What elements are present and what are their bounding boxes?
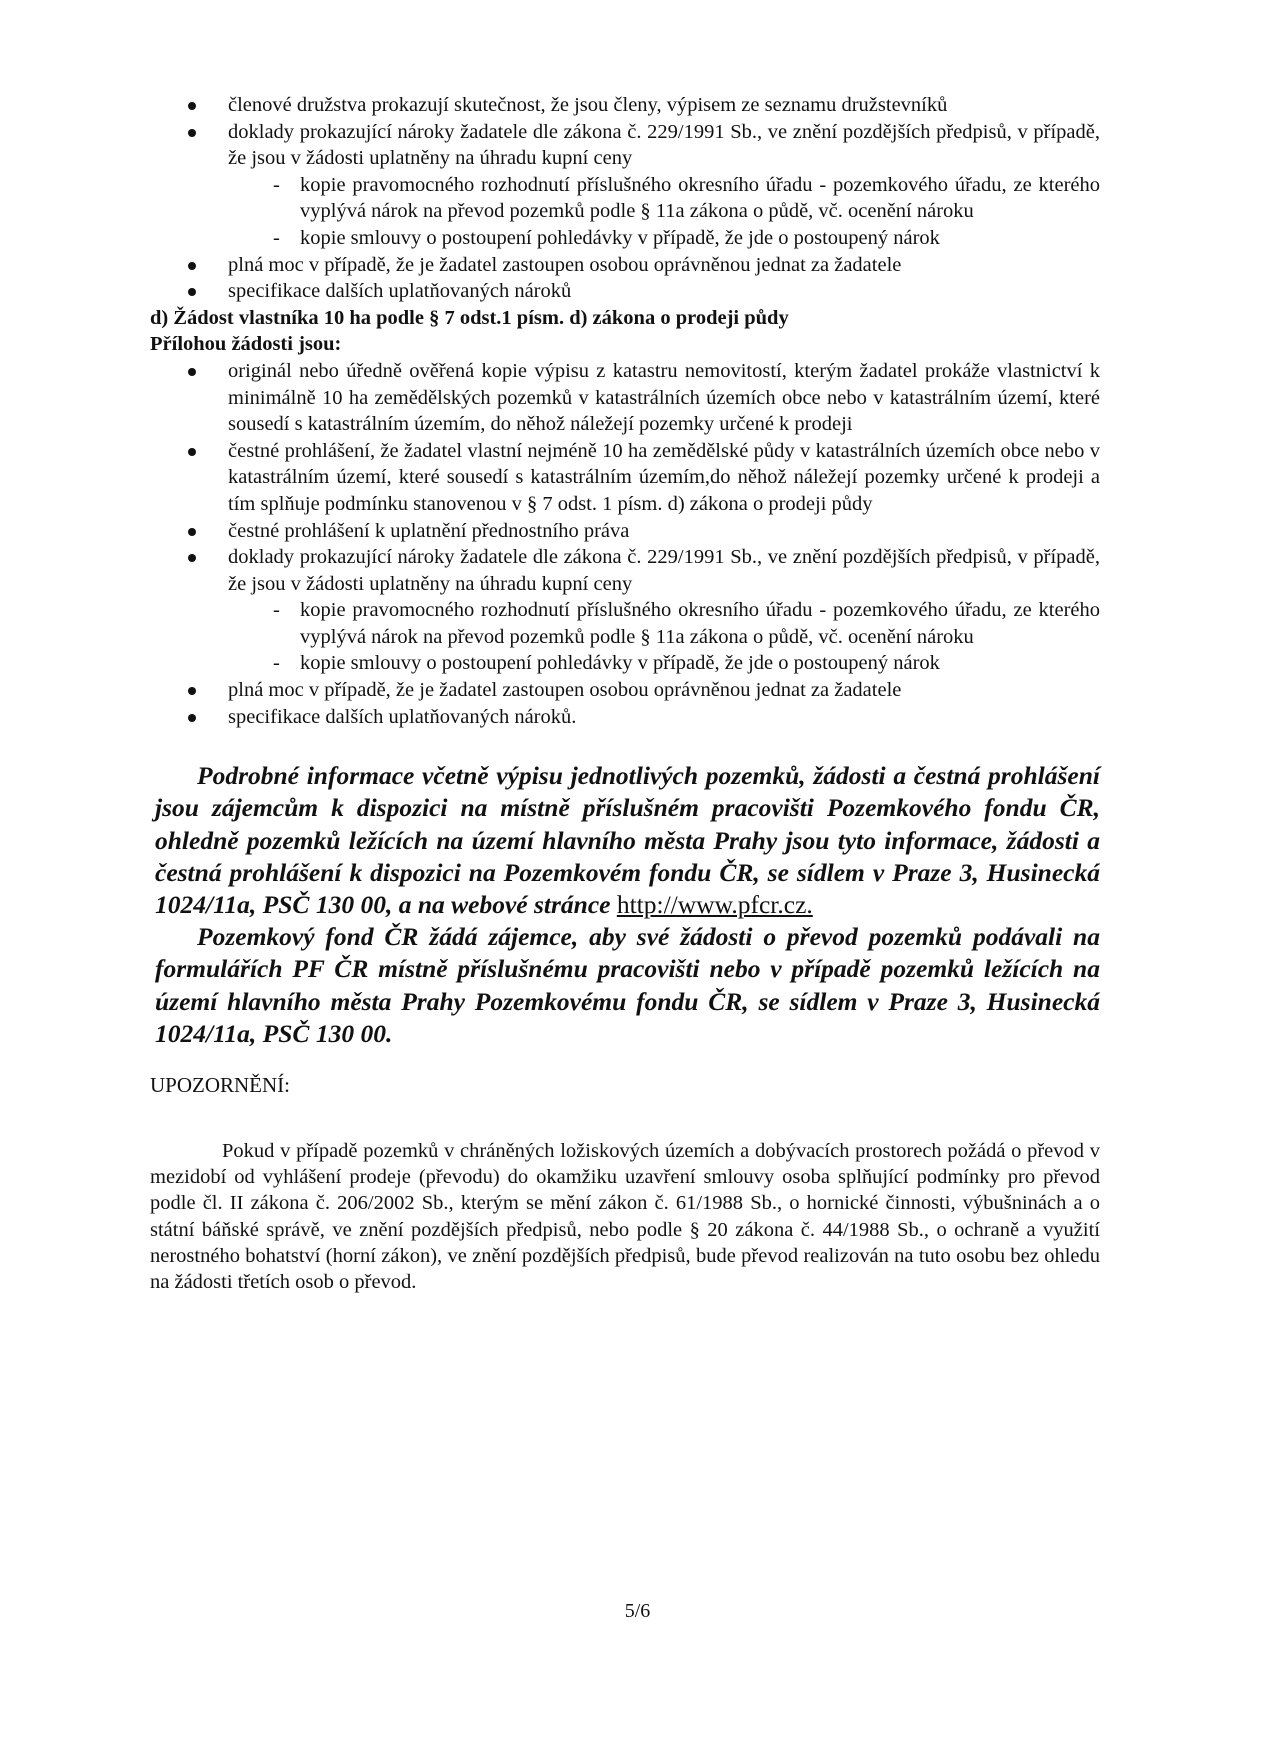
sub-list-item-text: kopie smlouvy o postoupení pohledávky v případě, že jde o postoupený nárok (300, 652, 940, 675)
list-item (150, 544, 1100, 677)
document-page (150, 92, 1100, 1316)
bullet-icon (188, 262, 196, 270)
list-item-text: doklady prokazující nároky žadatele dle zákona č. 229/1991 Sb., ve znění pozdějších předpisů, v případě, že jsou v žádosti uplatněny na úhradu kupní ceny (228, 120, 1100, 170)
info-paragraph-text: Podrobné informace včetně výpisu jednotlivých pozemků, žádosti a čestná prohlášení jsou zájemcům k dispozici na místně příslušném pracovišti Pozemkového fondu ČR, ohledně pozemků ležících na území hlavního města Prahy jsou tyto informace, žádosti a čestná prohlášení k dispozici na Pozemkovém fondu ČR, se sídlem v Praze 3, Husinecká 1024/11a, PSČ 130 00, a na webové stránce (155, 761, 1100, 920)
notice-title: UPOZORNĚNÍ: (150, 1073, 290, 1098)
sub-list-item (228, 225, 1100, 252)
bullet-icon (188, 288, 196, 296)
list-item-text: specifikace dalších uplatňovaných nároků (228, 280, 572, 303)
bullet-icon (188, 129, 196, 137)
sub-list-item (228, 172, 1100, 225)
list-item-text: originál nebo úředně ověřená kopie výpisu z katastru nemovitostí, kterým žadatel prokáže vlastnictví k minimálně 10 ha zemědělských pozemků v katastrálních územích obce nebo v katastrálním území, které sousedí s katastrálním územím, do něhož náležejí pozemky určené k prodeji (228, 359, 1100, 436)
bullet-icon (188, 687, 196, 695)
sub-list-item-text: kopie pravomocného rozhodnutí příslušného okresního úřadu - pozemkového úřadu, ze kterého vyplývá nárok na převod pozemků podle § 11a zákona o půdě, vč. ocenění nároku (300, 173, 1100, 223)
list-item (150, 518, 1100, 545)
list-item-text: čestné prohlášení, že žadatel vlastní nejméně 10 ha zemědělské půdy v katastrálních územích obce nebo v katastrálním území, které sousedí s katastrálním územím,do něhož náležejí pozemky určené k prodeji a tím splňuje podmínku stanovenou v § 7 odst. 1 písm. d) zákona o prodeji půdy (228, 439, 1100, 515)
sub-list (228, 597, 1100, 677)
list-item (150, 704, 1100, 731)
bullet-icon (188, 714, 196, 722)
info-block (150, 760, 1100, 1050)
attachments-label: Přílohou žádosti jsou: (150, 333, 342, 356)
bullet-icon (188, 102, 196, 110)
list-item-text: čestné prohlášení k uplatnění přednostního práva (228, 519, 630, 542)
list-item-text: členové družstva prokazují skutečnost, že jsou členy, výpisem ze seznamu družstevníků (228, 94, 948, 116)
info-paragraph: Pozemkový fond ČR žádá zájemce, aby své žádosti o převod pozemků podávali na formulářích PF ČR místně příslušnému pracovišti nebo v případě pozemků ležících na území hlavního města Prahy Pozemkovému fondu ČR, se sídlem v Praze 3, Husinecká 1024/11a, PSČ 130 00. (155, 922, 1100, 1048)
list-item-text: plná moc v případě, že je žadatel zastoupen osobou oprávněnou jednat za žadatele (228, 253, 902, 276)
sub-list (228, 172, 1100, 252)
sub-list-item-text: kopie pravomocného rozhodnutí příslušného okresního úřadu - pozemkového úřadu, ze kterého vyplývá nárok na převod pozemků podle § 11a zákona o půdě, vč. ocenění nároku (300, 599, 1100, 648)
list-item (150, 92, 1100, 119)
list-item (150, 252, 1100, 279)
sub-list-item (228, 597, 1100, 650)
sub-list-item (228, 650, 1100, 677)
bullet-icon (188, 368, 196, 376)
list-top (150, 92, 1100, 305)
bullet-icon (188, 554, 196, 562)
list-item (150, 438, 1100, 518)
website-link[interactable]: http://www.pfcr.cz. (616, 890, 813, 920)
bullet-icon (188, 448, 196, 456)
dash-icon: - (273, 652, 280, 675)
list-item (150, 358, 1100, 438)
info-paragraph (155, 760, 1100, 921)
section-d-heading: d) Žádost vlastníka 10 ha podle § 7 odst.1 písm. d) zákona o prodeji půdy (150, 306, 789, 329)
list-item-text: plná moc v případě, že je žadatel zastoupen osobou oprávněnou jednat za žadatele (228, 679, 902, 702)
list-item-text: specifikace dalších uplatňovaných nároků. (228, 705, 577, 728)
bullet-icon (188, 528, 196, 536)
dash-icon: - (273, 599, 280, 622)
list-item (150, 677, 1100, 704)
page-number: 5/6 (624, 1600, 651, 1622)
sub-list-item-text: kopie smlouvy o postoupení pohledávky v případě, že jde o postoupený nárok (300, 226, 940, 249)
dash-icon: - (273, 226, 280, 249)
list-section-d (150, 358, 1100, 730)
dash-icon: - (273, 173, 280, 196)
list-item (150, 119, 1100, 252)
list-item-text: doklady prokazující nároky žadatele dle zákona č. 229/1991 Sb., ve znění pozdějších předpisů, v případě, že jsou v žádosti uplatněny na úhradu kupní ceny (228, 546, 1100, 595)
list-item (150, 278, 1100, 305)
notice-text: Pokud v případě pozemků v chráněných ložiskových územích a dobývacích prostorech požádá o převod v mezidobí od vyhlášení prodeje (převodu) do okamžiku uzavření smlouvy osoba splňující podmínky pro převod podle čl. II zákona č. 206/2002 Sb., kterým se mění zákon č. 61/1988 Sb., o hornické činnosti, výbušninách a o státní báňské správě, ve znění pozdějších předpisů, nebo podle § 20 zákona č. 44/1988 Sb., o ochraně a využití nerostného bohatství (horní zákon), ve znění pozdějších předpisů, bude převod realizován na tuto osobu bez ohledu na žádosti třetích osob o převod. (150, 1140, 1100, 1294)
